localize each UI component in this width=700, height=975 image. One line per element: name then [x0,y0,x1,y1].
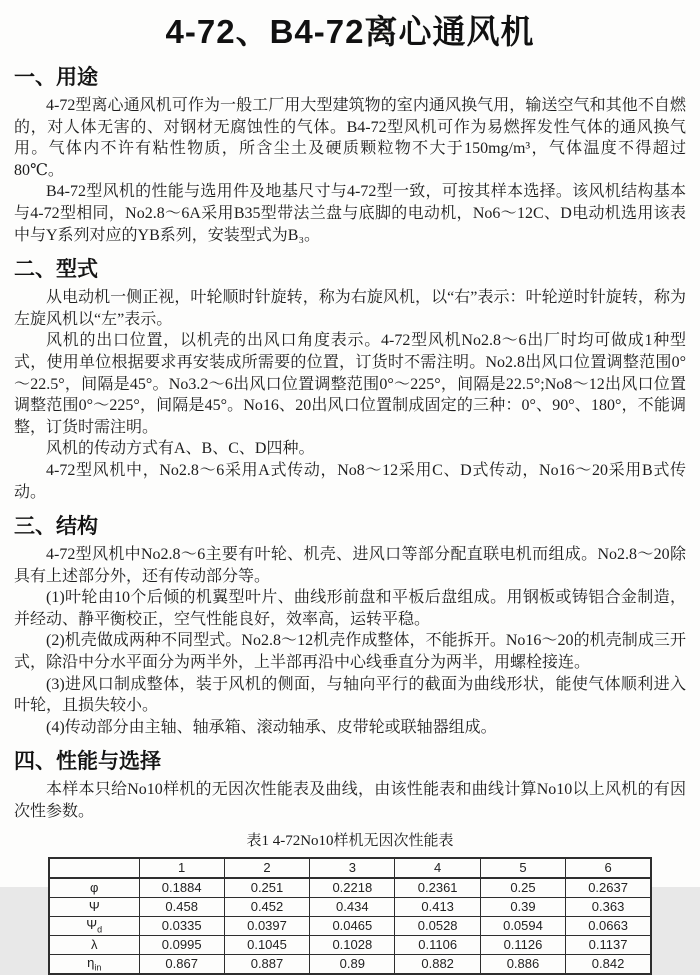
table-cell: 0.0465 [310,916,395,935]
table-cell: 0.0663 [566,916,651,935]
table-cell: 0.458 [139,897,224,916]
column-header: 4 [395,858,480,878]
column-header: 3 [310,858,395,878]
performance-table [48,857,652,975]
document-body [14,61,686,823]
table-cell: 0.0594 [480,916,565,935]
row-label: λ [49,935,139,954]
paragraph: 从电动机一侧正视，叶轮顺时针旋转，称为右旋风机，以“右”表示：叶轮逆时针旋转，称为左旋风机以“左”表示。 [14,289,686,328]
column-header: 2 [224,858,309,878]
row-label: Ψ [49,897,139,916]
performance-table-section [14,829,686,975]
table-cell: 0.1028 [310,935,395,954]
paragraph: 4-72型风机中No2.8～6主要有叶轮、机壳、进风口等部分配直联电机而组成。No2.8～20除具有上述部分外，还有传动部分等。 [14,546,686,585]
section-heading: 一、用途 [14,66,98,89]
page-title: 4-72、B4-72离心通风机 [165,13,535,50]
section-4 [14,745,686,822]
row-label-subscript: d [97,924,103,935]
table-cell: 0.0335 [139,916,224,935]
table-cell: 0.2218 [310,878,395,898]
paragraph: (2)机壳做成两种不同型式。No2.8～12机壳作成整体，不能拆开。No16～20的机壳制成三开式，除沿中分水平面分为两半外，上半部再沿中心线垂直分为两半，用螺栓接连。 [14,632,686,672]
paragraph: 风机的传动方式有A、B、C、D四种。 [46,440,315,458]
table-row [49,916,651,935]
row-label: φ [49,878,139,898]
section-heading: 二、型式 [14,258,98,282]
paragraph: 4-72型离心通风机可作为一般工厂用大型建筑物的室内通风换气用，输送空气和其他不自燃的，对人体无害的、对钢材无腐蚀性的气体。B4-72型风机可作为易燃挥发性气体的通风换气用。气体内不许有粘性物质，所含尘土及硬质颗粒物不大于150mg/m³，气体温度不得超过80℃。 [14,97,686,179]
section-1 [14,61,686,246]
table-row [49,954,651,974]
table-cell: 0.434 [310,897,395,916]
table-body [49,878,651,974]
table-header-row [49,858,651,878]
table-cell: 0.1126 [480,935,565,954]
column-header: 6 [566,858,651,878]
section-heading: 四、性能与选择 [14,750,161,774]
column-header: 1 [139,858,224,878]
table-cell: 0.886 [480,954,565,974]
table-cell: 0.2637 [566,878,651,898]
table-cell: 0.0528 [395,916,480,935]
table-cell: 0.1106 [395,935,480,954]
paragraph: 4-72型风机中，No2.8～6采用A式传动，No8～12采用C、D式传动，No16～20采用B式传动。 [14,461,686,501]
table-cell: 0.0397 [224,916,309,935]
table-row [49,878,651,898]
table-cell: 0.452 [224,897,309,916]
row-label: $\eta_{in}$ [49,954,139,974]
table-header [49,858,651,878]
paragraph: 风机的出口位置，以机壳的出风口角度表示。4-72型风机No2.8～6出厂时均可做成1种型式，使用单位根据要求再安装成所需要的位置，订货时不需注明。No2.8出风口位置调整范围0°～22.5°，间隔是45°。No3.2～6出风口位置调整范围0°～225°，间隔是22.5°;No8～12出风口位置调整范围0°～225°，间隔是45°。No16、20出风口位置制成固定的三种：0°、90°、180°，不能调整，订货时需注明。 [14,332,686,436]
table-caption: 表1 4-72No10样机无因次性能表 [246,832,454,849]
table-row [49,897,651,916]
paragraph: (1)叶轮由10个后倾的机翼型叶片、曲线形前盘和平板后盘组成。用钢板或铸铝合金制造，并经动、静平衡校正，空气性能良好，效率高，运转平稳。 [14,589,686,628]
table-cell: 0.413 [395,897,480,916]
section-2 [14,253,686,503]
paragraph: (3)进风口制成整体，装于风机的侧面，与轴向平行的截面为曲线形状，能使气体顺利进入叶轮，且损失较小。 [14,675,686,715]
row-label: $\Psi_d$ [49,916,139,935]
table-cell: 0.0995 [139,935,224,954]
table-cell: 0.89 [310,954,395,974]
table-cell: 0.2361 [395,878,480,898]
paragraph: (4)传动部分由主轴、轴承箱、滚动轴承、皮带轮或联轴器组成。 [46,718,497,736]
table-row [49,935,651,954]
section-heading: 三、结构 [14,515,98,539]
row-label-subscript: in [94,962,102,973]
table-cell: 0.1045 [224,935,309,954]
column-header: 5 [480,858,565,878]
column-header [49,858,139,878]
table-cell: 0.842 [566,954,651,974]
paragraph: B4-72型风机的性能与选用件及地基尺寸与4-72型一致，可按其样本选择。该风机结构基本与4-72型相同，No2.8～6A采用B35型带法兰盘与底脚的电动机，No6～12C、D电动机选用该表中与Y系列对应的YB系列，安装型式为B₃。 [14,183,686,244]
section-3 [14,510,686,738]
table-cell: 0.251 [224,878,309,898]
table-cell: 0.867 [139,954,224,974]
table-cell: 0.1137 [566,935,651,954]
paragraph: 本样本只给No10样机的无因次性能表及曲线，由该性能表和曲线计算No10以上风机的有因次性参数。 [14,781,686,821]
table-cell: 0.39 [480,897,565,916]
table-cell: 0.363 [566,897,651,916]
table-cell: 0.25 [480,878,565,898]
table-cell: 0.887 [224,954,309,974]
table-cell: 0.882 [395,954,480,974]
table-cell: 0.1884 [139,878,224,898]
